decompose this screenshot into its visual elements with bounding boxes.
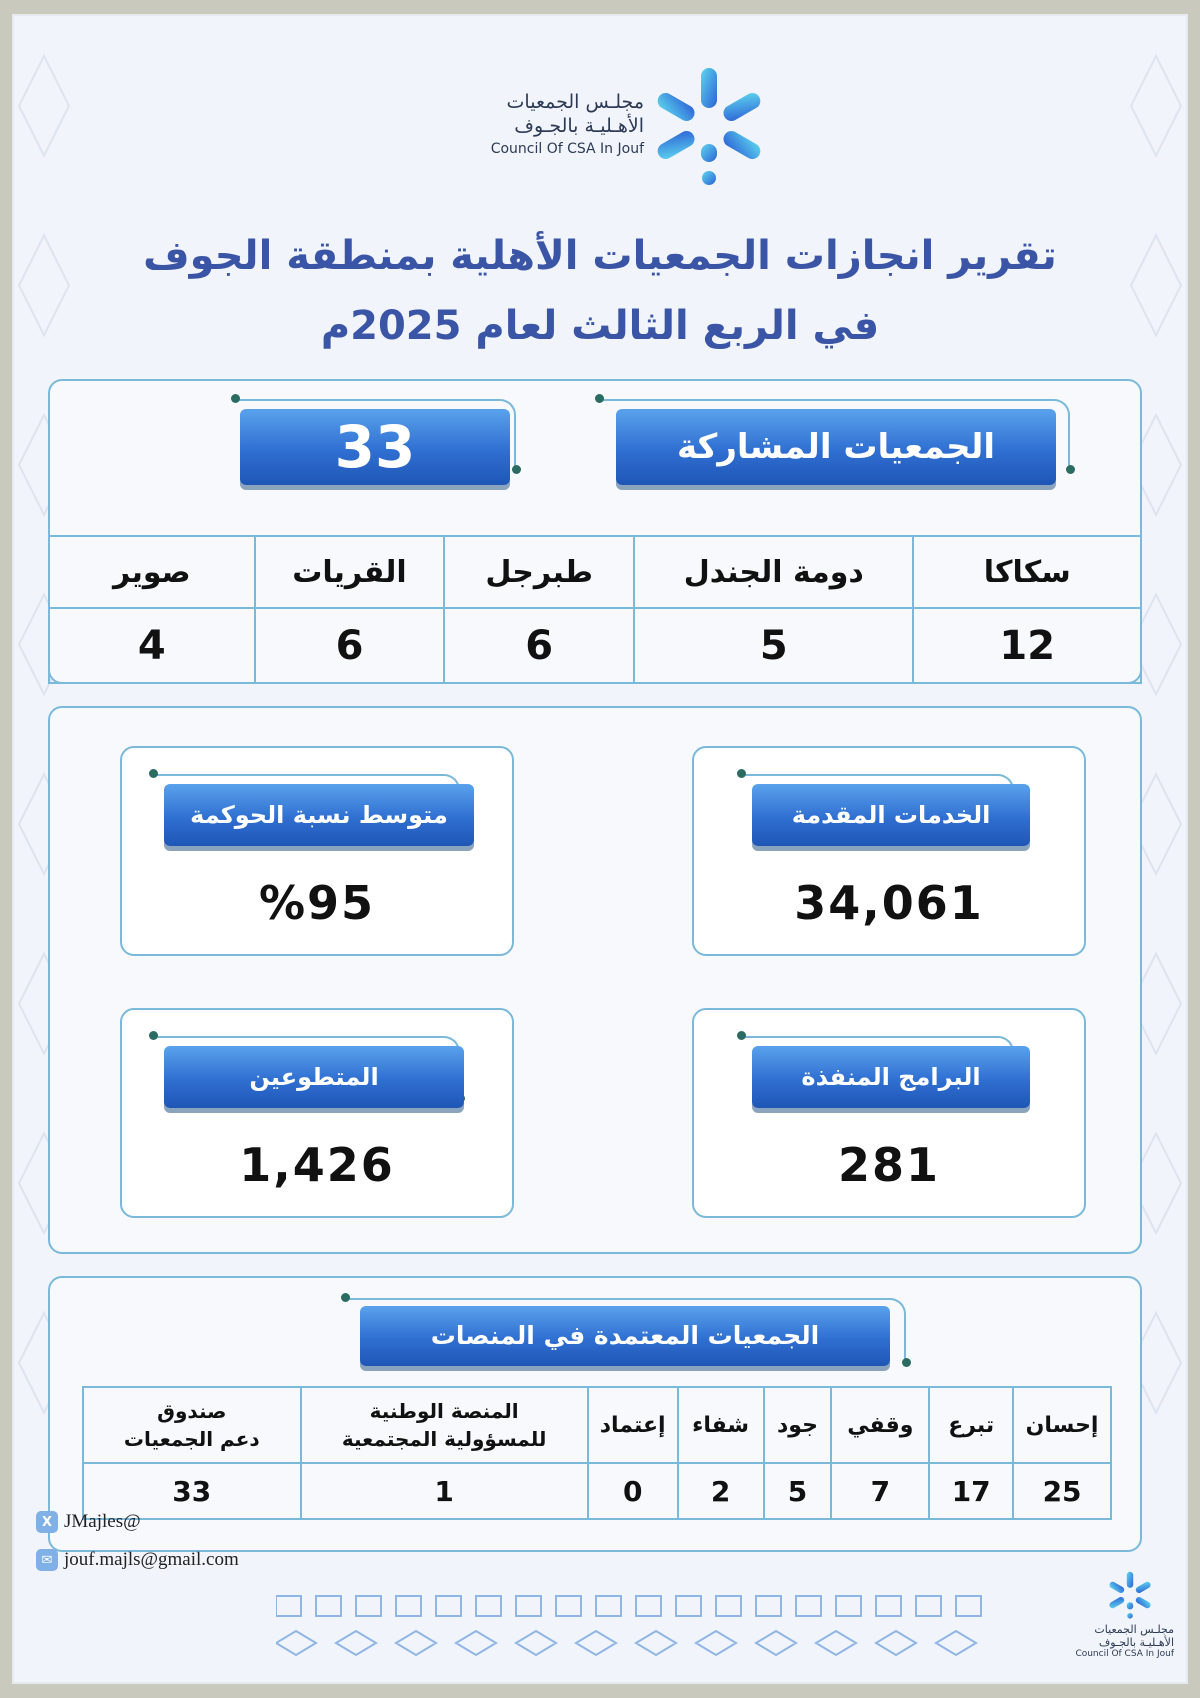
- footer-org-name-en: Council Of CSA In Jouf: [1075, 1649, 1174, 1659]
- programs-value: 281: [837, 1138, 941, 1192]
- badge-decoration-dot: [737, 769, 746, 778]
- platform-name-line1: صندوق: [157, 1399, 227, 1423]
- title-line1: تقرير انجازات الجمعيات الأهلية بمنطقة الجوف: [143, 233, 1057, 279]
- council-logo: [434, 56, 774, 186]
- volunteers-label-badge: [164, 1046, 464, 1108]
- services-label: الخدمات المقدمة: [791, 801, 991, 829]
- footer-org-name-ar-line1: مجلـس الجمعيات: [1094, 1623, 1174, 1636]
- city-name: طبرجل: [444, 536, 634, 608]
- platforms-label: الجمعيات المعتمدة في المنصات: [430, 1321, 820, 1350]
- platform-name: شفاء: [678, 1387, 764, 1463]
- services-label-badge: [752, 784, 1030, 846]
- city-name: صوير: [49, 536, 255, 608]
- mail-icon: ✉: [36, 1549, 58, 1571]
- platform-value: 0: [588, 1463, 678, 1519]
- email-address[interactable]: jouf.majls@gmail.com: [64, 1549, 239, 1570]
- volunteers-value: 1,426: [239, 1138, 395, 1192]
- org-name-en: Council Of CSA In Jouf: [490, 141, 644, 157]
- platform-name: [83, 1387, 301, 1463]
- city-count: 6: [444, 608, 634, 683]
- cities-header-row: [49, 536, 1141, 608]
- platform-value: 25: [1013, 1463, 1111, 1519]
- footer-org-name-ar-line2: الأهـليـة بالجـوف: [1098, 1636, 1174, 1649]
- volunteers-label: المتطوعين: [249, 1063, 379, 1091]
- services-card: [692, 746, 1086, 956]
- platform-value: 5: [764, 1463, 832, 1519]
- platform-value: 7: [831, 1463, 929, 1519]
- twitter-handle[interactable]: JMajles@: [64, 1511, 141, 1532]
- platform-name: [301, 1387, 588, 1463]
- report-title: [14, 221, 1186, 361]
- stats-panel: [48, 706, 1142, 1254]
- participating-total-badge: [240, 409, 510, 485]
- platforms-table: [82, 1386, 1112, 1520]
- platforms-header-row: [83, 1387, 1111, 1463]
- city-name: دومة الجندل: [634, 536, 913, 608]
- cities-count-row: [49, 608, 1141, 683]
- badge-decoration-dot: [737, 1031, 746, 1040]
- title-line2: في الربع الثالث لعام 2025م: [320, 303, 880, 349]
- cities-table: [48, 535, 1142, 684]
- platform-name-line1: المنصة الوطنية: [369, 1399, 519, 1423]
- platform-name: تبرع: [929, 1387, 1013, 1463]
- programs-label: البرامج المنفذة: [801, 1063, 981, 1091]
- badge-decoration-dot: [231, 394, 240, 403]
- x-icon: X: [36, 1511, 58, 1533]
- badge-decoration-dot: [149, 1031, 158, 1040]
- asterisk-logo-icon: [649, 66, 769, 186]
- footer-pattern: [276, 1586, 1076, 1681]
- governance-card: [120, 746, 514, 956]
- org-name-ar-line2: الأهـليـة بالجـوف: [514, 115, 644, 137]
- email-contact[interactable]: [36, 1544, 239, 1576]
- platform-name-line2: دعم الجمعيات: [123, 1427, 260, 1451]
- badge-decoration-dot: [512, 465, 521, 474]
- platform-value: 2: [678, 1463, 764, 1519]
- programs-card: [692, 1008, 1086, 1218]
- participating-label: الجمعيات المشاركة: [676, 427, 996, 467]
- platform-value: 1: [301, 1463, 588, 1519]
- platform-name: جود: [764, 1387, 832, 1463]
- footer-logo: [1074, 1571, 1184, 1671]
- asterisk-logo-icon: [1106, 1571, 1154, 1619]
- participating-panel: [48, 379, 1142, 684]
- badge-decoration-dot: [595, 394, 604, 403]
- governance-label-badge: [164, 784, 474, 846]
- report-page: [12, 14, 1188, 1684]
- city-name: سكاكا: [913, 536, 1141, 608]
- platform-value: 33: [83, 1463, 301, 1519]
- platform-name: إحسان: [1013, 1387, 1111, 1463]
- platform-value: 17: [929, 1463, 1013, 1519]
- platform-name-line2: للمسؤولية المجتمعية: [341, 1427, 547, 1451]
- city-count: 12: [913, 608, 1141, 683]
- programs-label-badge: [752, 1046, 1030, 1108]
- org-name-ar-line1: مجلـس الجمعيات: [506, 91, 644, 113]
- city-name: القريات: [255, 536, 445, 608]
- governance-value: %95: [258, 876, 376, 930]
- badge-decoration-dot: [149, 769, 158, 778]
- services-value: 34,061: [794, 876, 984, 930]
- platform-name: وقفي: [831, 1387, 929, 1463]
- badge-decoration-dot: [341, 1293, 350, 1302]
- volunteers-card: [120, 1008, 514, 1218]
- platform-name: إعتماد: [588, 1387, 678, 1463]
- participating-label-badge: [616, 409, 1056, 485]
- twitter-contact[interactable]: [36, 1506, 239, 1538]
- city-count: 5: [634, 608, 913, 683]
- logo-text: [434, 90, 644, 160]
- platforms-label-badge: [360, 1306, 890, 1366]
- city-count: 4: [49, 608, 255, 683]
- governance-label: متوسط نسبة الحوكمة: [190, 801, 448, 829]
- badge-decoration-dot: [1066, 465, 1075, 474]
- participating-total: 33: [334, 413, 416, 481]
- badge-decoration-dot: [902, 1358, 911, 1367]
- city-count: 6: [255, 608, 445, 683]
- footer-contacts: [36, 1506, 239, 1582]
